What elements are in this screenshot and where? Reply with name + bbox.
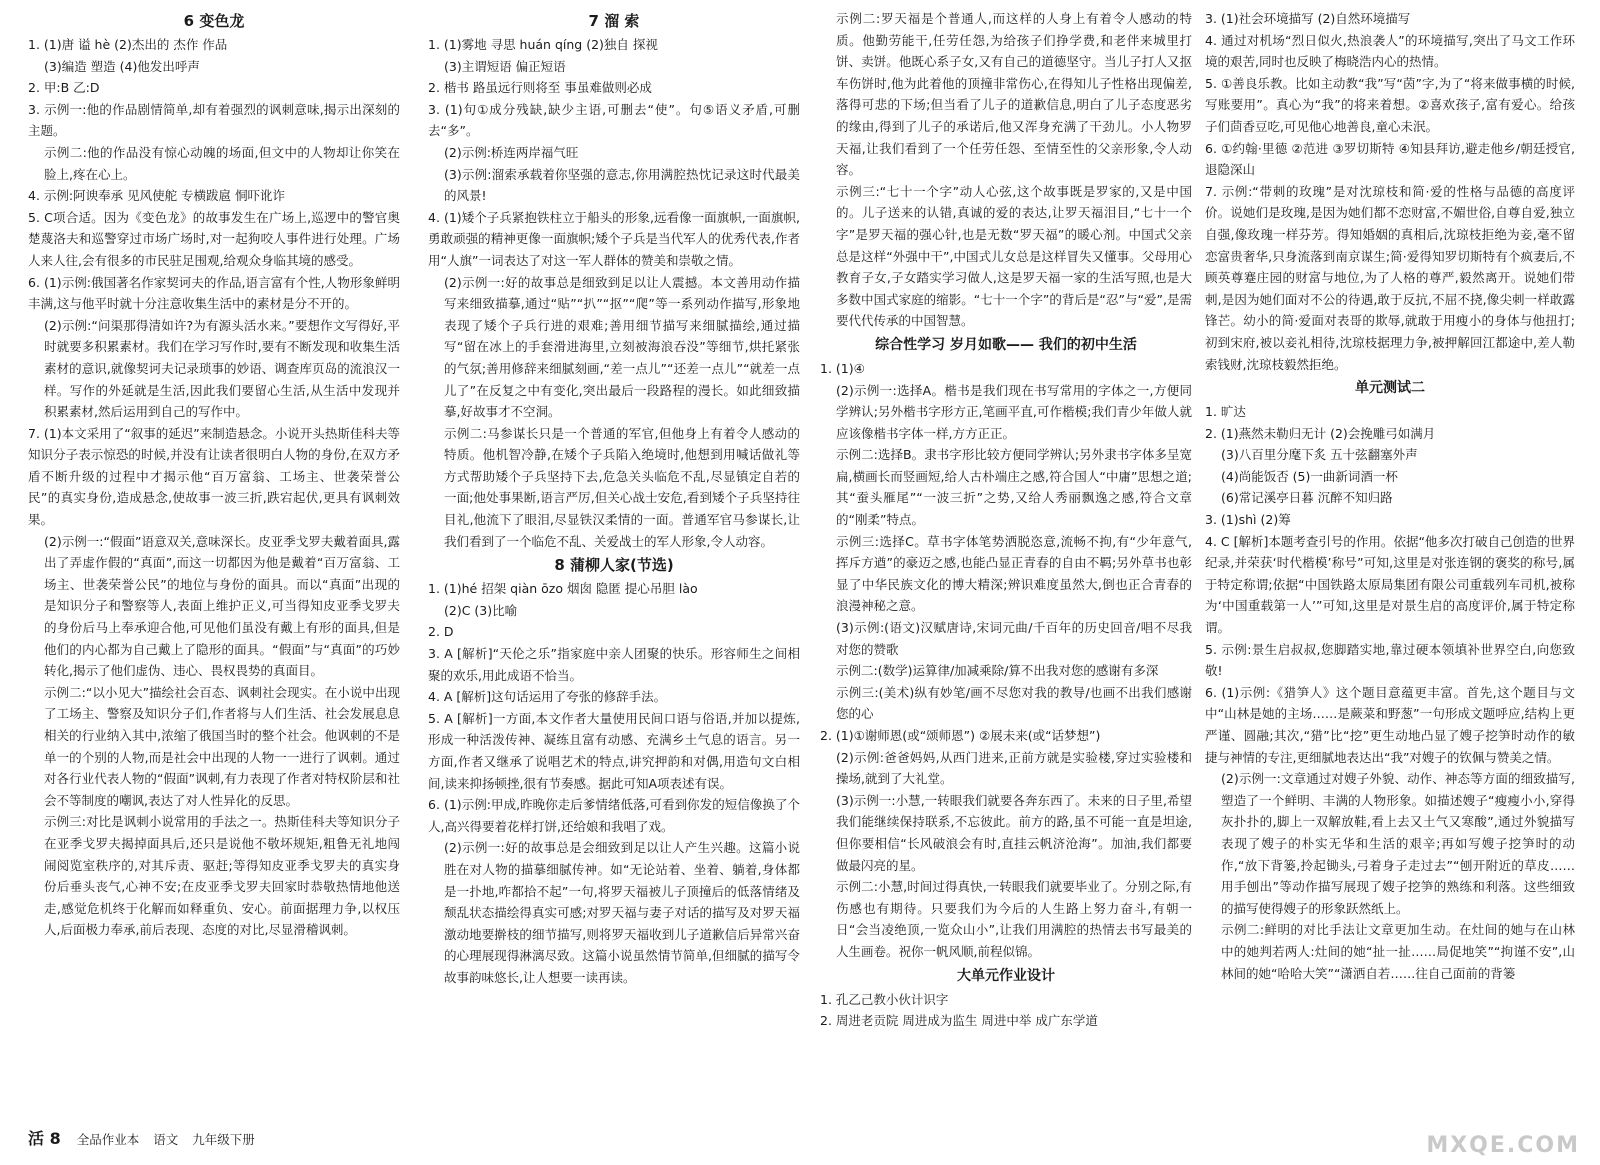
answer-line: (3)主谓短语 偏正短语 bbox=[444, 58, 566, 74]
series-name: 全品作业本 bbox=[76, 1132, 140, 1148]
answer-line: 4. C [解析]本题考查引号的作用。依据“他多次打破自己创造的世界纪录,并荣获‘时代楷模’称号”可知,这里是对张连钢的褒奖的称号,属于特定称谓;依据“中国铁路太原局集团有限公司重载列车司机,被称为‘中国重载第一人’”可知,这里是对景生启的高度评价,属于特定称谓。 bbox=[1205, 533, 1575, 636]
section-title-puliu: 8 蒲柳人家(节选) bbox=[554, 556, 674, 575]
answer-line: 4. A [解析]这句话运用了夸张的修辞手法。 bbox=[428, 689, 667, 705]
column-3 bbox=[820, 8, 1192, 1032]
col3-body-2 bbox=[820, 358, 1192, 963]
page-footer bbox=[28, 1128, 265, 1151]
answer-line: (6)常记溪亭日暮 沉醉不知归路 bbox=[1221, 490, 1393, 506]
answer-line: 3. 示例一:他的作品剧情简单,却有着强烈的讽刺意味,揭示出深刻的主题。 bbox=[28, 101, 400, 139]
column-1 bbox=[28, 8, 400, 941]
answer-line: (2)示例:爸爸妈妈,从西门进来,正前方就是实验楼,穿过实验楼和操场,就到了大礼堂。 bbox=[836, 749, 1192, 787]
answer-line: 6. (1)示例:《猎笋人》这个题目意蕴更丰富。首先,这个题目与文中“山林是她的主场……是蕨菜和野葱”一句形成文题呼应,结构上更严谨、圆融;其次,“猎”比“挖”更生动地凸显了嫂子挖笋时动作的敏捷与神情的专注,更细腻地表达出“我”对嫂子的钦佩与赞美之情。 bbox=[1205, 684, 1575, 765]
col1-body bbox=[28, 34, 400, 941]
answer-line: (2)示例一:好的故事总是会细致到足以让人产生兴趣。这篇小说胜在对人物的描摹细腻传神。如“无论站着、坐着、躺着,身体都是一扑地,咋都拾不起”一句,将罗天福被儿子顶撞后的低落情绪及颓乱状态描绘得真实可感;对罗天福与妻子对话的描写及对罗天福激动地要擀枝的细节描写,则将罗天福收到儿子道歉信后异常兴奋的心理展现得淋漓尽致。这篇小说虽然情节简单,但细腻的描写令故事韵味悠长,让人想要一读再读。 bbox=[444, 840, 800, 985]
answer-line: (2)示例:桥连两岸福气旺 bbox=[444, 144, 579, 160]
answer-line: 1. 孔乙己教小伙计识字 bbox=[820, 991, 949, 1007]
answer-line: 5. ①善良乐教。比如主动教“我”写“茵”字,为了“将来做事横的时候,写账要用”。真心为“我”的将来着想。②喜欢孩子,富有爱心。给孩子们茴香豆吃,可见他心地善良,童心未泯。 bbox=[1205, 75, 1575, 134]
grade-name: 九年级下册 bbox=[192, 1132, 255, 1148]
answer-line: 6. ①约翰·里德 ②范进 ③罗切斯特 ④知县拜访,避走他乡/朝廷授官,退隐深山 bbox=[1205, 140, 1575, 178]
answer-line: 2. 楷书 路虽远行则将至 事虽难做则必成 bbox=[428, 80, 652, 96]
answer-line: 示例二:他的作品没有惊心动魄的场面,但文中的人物却让你笑在脸上,疼在心上。 bbox=[44, 144, 400, 182]
answer-line: 3. A [解析]“天伦之乐”指家庭中亲人团聚的快乐。形容师生之间相聚的欢乐,用此成语不恰当。 bbox=[428, 646, 800, 683]
answer-line: 示例二:小慧,时间过得真快,一转眼我们就要毕业了。分别之际,有伤感也有期待。只要我们为今后的人生路上努力奋斗,有朝一日“会当凌绝顶,一览众山小”,让我们用满腔的热情去书写最美的人生画卷。祝你一帆风顺,前程似锦。 bbox=[836, 879, 1192, 959]
watermark-logo: MXQE.COM bbox=[1426, 1133, 1580, 1159]
section-title-chameleon: 6 变色龙 bbox=[183, 12, 245, 30]
page-number: 活 8 bbox=[28, 1129, 61, 1149]
answer-line: (2)示例一:文章通过对嫂子外貌、动作、神态等方面的细致描写,塑造了一个鲜明、丰满的人物形象。如描述嫂子“瘦瘦小小,穿得灰扑扑的,脚上一双解放鞋,看上去又土气又寒酸”,通过外貌描写表现了嫂子的朴实无华和生活的艰辛;再如写嫂子挖笋时的动作,“放下背篓,拎起锄头,弓着身子走过去”“刨开附近的草皮……用手刨出”等动作描写展现了嫂子挖笋的熟练和利落。这些细致的描写使得嫂子的形象跃然纸上。 bbox=[1221, 771, 1575, 916]
answer-line: (2)示例一:好的故事总是细致到足以让人震撼。本文善用动作描写来细致描摹,通过“贴”“扒”“抠”“爬”等一系列动作描写,形象地表现了矮个子兵行进的艰难;善用细节描写来细腻描绘,通过描写“留在冰上的手套滑进海里,立刻被海浪吞没”等细节,烘托紧张的气氛;善用修辞来细腻刻画,“差一点儿”“还差一点儿”“就差一点儿了”在反复之中有变化,突出最后一段路程的漫长。如此细致描摹,好故事才不空洞。 bbox=[444, 274, 800, 420]
answer-line: 7. 示例:“带刺的玫瑰”是对沈琼枝和简·爱的性格与品德的高度评价。说她们是玫瑰,是因为她们都不恋财富,不媚世俗,自尊自爱,独立自强,像玫瑰一样芬芳。得知婚姻的真相后,沈琼枝拒绝为妾,毫不留恋富贵奢华,只身流落到南京谋生;简·爱得知罗切斯特有个疯妻后,不顾英尊蹇庄园的财富与地位,为了人格的尊严,毅然离开。说她们带刺,是因为她们面对不公的待遇,敢于反抗,不屈不挠,像尖刺一样敢露锋芒。幼小的简·爱面对表哥的欺辱,就敢于用瘦小的身体与他扭打;初到宋府,被以妾礼相待,沈琼枝据理力争,被押解回江都途中,差人勒索钱财,沈琼枝毅然拒绝。 bbox=[1205, 183, 1575, 372]
answer-line: 1. (1)hé 招架 qiàn ōzo 烟囱 隐匿 提心吊胆 lào bbox=[428, 581, 698, 597]
answer-line: (2)示例:“问渠那得清如许?为有源头活水来。”要想作文写得好,平时就要多积累素材。我们在学习写作时,要有不断发现和收集生活素材的意识,就像契诃夫记录琐事的妙语、调查库页岛的流浪汉一样。写作的外延就是生活,因此我们要留心生活,从生活中发现并积累素材,然后运用到自己的写作中。 bbox=[44, 317, 400, 420]
answer-line: 示例二:马参谋长只是一个普通的军官,但他身上有着令人感动的特质。他机智冷静,在矮个子兵陷入绝境时,他想到用喊话做礼等方式帮助矮个子兵坚持下去,危急关头临危不乱,尽显镇定自若的一面;他处事果断,语言严厉,但关心战士安危,看到矮个子兵坚持往目礼,他流下了眼泪,尽显铁汉柔情的一面。普通军官马参谋长,让我们看到了一个临危不乱、关爱战士的军人形象,令人动容。 bbox=[444, 425, 800, 549]
answer-line: (3)八百里分麾下炙 五十弦翻塞外声 bbox=[1221, 447, 1418, 463]
answer-line: 1. (1)唐 谥 hè (2)杰出的 杰作 作品 bbox=[28, 37, 228, 52]
answer-line: (2)示例一:选择A。楷书是我们现在书写常用的字体之一,方便同学辨认;另外楷书字形方正,笔画平直,可作楷模;我们青少年做人就应该像楷书字体一样,方方正正。 bbox=[836, 382, 1192, 441]
subject-name: 语文 bbox=[153, 1132, 179, 1148]
col2-body-2 bbox=[428, 578, 800, 988]
answer-line: 4. 通过对机场“烈日似火,热浪袭人”的环境描写,突出了马文工作环境的艰苦,同时也反映了梅晓浩内心的热情。 bbox=[1205, 32, 1575, 70]
answer-line: 2. D bbox=[428, 624, 454, 640]
answer-line: 5. 示例:景生启叔叔,您脚踏实地,靠过硬本领填补世界空白,向您致敬! bbox=[1205, 641, 1575, 679]
answer-line: 7. (1)本文采用了“叙事的延迟”来制造悬念。小说开头热斯佳科夫等知识分子表示惊恐的时候,并没有让读者很明白人物的身份,在双方矛盾不断升级的过程中才揭示他“百万富翁、工场主、世袭荣誉公民”的真实身份,造成悬念,使故事一波三折,跌宕起伏,更具有讽刺效果。 bbox=[28, 425, 400, 528]
answer-line: 2. (1)燕然未勒归无计 (2)会挽雕弓如满月 bbox=[1205, 425, 1436, 441]
answer-line: 6. (1)示例:俄国著名作家契诃夫的作品,语言富有个性,人物形象鲜明丰满,这与他平时就十分注意收集生活中的素材是分不开的。 bbox=[28, 274, 400, 312]
answer-line: 1. (1)雾地 寻思 huán qíng (2)独自 探视 bbox=[428, 37, 658, 52]
answer-line: (3)编造 塑造 (4)他发出呼声 bbox=[44, 58, 200, 74]
section-title-unit-homework: 大单元作业设计 bbox=[957, 967, 1055, 984]
answer-line: 2. 甲:B 乙:D bbox=[28, 80, 100, 96]
answer-line: 示例三:对比是讽刺小说常用的手法之一。热斯佳科夫等知识分子在亚季戈罗夫揭掉面具后,还只是说他不敬坏规矩,粗鲁无礼地闯闹阅览室秩序的,对其斥责、驱赶;等得知皮亚季戈罗夫的真实身份后垂头丧气,心神不安;在皮亚季戈罗夫回家时恭敬热情地他送走,感觉危机终于化解而如释重负、安心。前面据理力争,以权压人,后面极力奉承,前后表现、态度的对比,尽显滑稽讽刺。 bbox=[44, 814, 400, 938]
answer-line: 5. C项合适。因为《变色龙》的故事发生在广场上,巡逻中的警官奥楚蔑洛夫和巡警穿过市场广场时,对一起狗咬人事件进行处理。广场人来人往,会有很多的市民驻足围观,给观众身临其境的感受。 bbox=[28, 209, 400, 268]
answer-line: 示例二:(数学)运算律/加减乘除/算不出我对您的感谢有多深 bbox=[836, 663, 1159, 679]
answer-line: 4. 示例:阿谀奉承 见风使舵 专横跋扈 恫吓讹诈 bbox=[28, 188, 286, 204]
answer-line: 2. 周进老贡院 周进成为监生 周进中举 成广东学道 bbox=[820, 1013, 1098, 1029]
section-title-liusuo: 7 溜 索 bbox=[588, 12, 640, 30]
answer-line: (2)示例一:“假面”语意双关,意味深长。皮亚季戈罗夫戴着面具,露出了弄虚作假的“真面”,而这一切都因为他是戴着“百万富翁、工场主、世袭荣誉公民”的地位与身份的面具。而以“真面”出现的是知识分子和警察等人,表面上维护正义,可当得知皮亚季戈罗夫的身份后马上奉承迎合他,可见他们虽没有戴上有形的面具,但是他们的内心都为自己戴上了隐形的面具。“假面”与“真面”的巧妙转化,揭示了他们虚伪、违心、畏权畏势的真面目。 bbox=[44, 533, 400, 679]
answer-line: (4)尚能饭否 (5)一曲新词酒一杯 bbox=[1221, 468, 1398, 484]
col3-body bbox=[820, 8, 1192, 332]
col2-body bbox=[428, 34, 800, 552]
answer-line: (3)示例一:小慧,一转眼我们就要各奔东西了。未来的日子里,希望我们能继续保持联系,不忘彼此。前方的路,虽不可能一直是坦途,但你要相信“长风破浪会有时,直挂云帆济沧海”。加油,我们都要做最闪亮的星。 bbox=[836, 792, 1192, 873]
section-title-comprehensive: 综合性学习 岁月如歌—— 我们的初中生活 bbox=[875, 336, 1137, 353]
answer-line: 示例三:(美术)纵有妙笔/画不尽您对我的教导/也画不出我们感谢您的心 bbox=[836, 684, 1192, 722]
answer-line: 6. (1)示例:甲成,昨晚你走后爹情绪低落,可看到你发的短信像换了个人,高兴得要着花样打饼,还给娘和我唱了戏。 bbox=[428, 797, 800, 834]
answer-line: 示例二:鲜明的对比手法让文章更加生动。在灶间的她与在山林中的她判若两人:灶间的她“扯一扯……局促地笑”“拘谨不安”,山林间的她“哈哈大笑”“潇洒自若……往自己面前的背篓 bbox=[1221, 922, 1575, 981]
col4-body bbox=[1205, 8, 1575, 375]
answer-line: 示例三:“七十一个字”动人心弦,这个故事既是罗家的,又是中国的。儿子送来的认错,真诚的爱的表达,让罗天福泪目,“七十一个字”是罗天福的强心针,也是无数“罗天福”的暖心剂。中国式父亲总是这样“外强中干”,中国式儿女总是这样冒失又懂事。父母用心教育子女,子女踏实学习做人,这是罗天福一家的生活写照,也是大多数中国式家庭的缩影。“七十一个字”的背后是“忍”与“爱”,是需要代代传承的中国智慧。 bbox=[836, 183, 1192, 329]
answer-line: 示例二:“以小见大”描绘社会百态、讽刺社会现实。在小说中出现了工场主、警察及知识分子们,作者将与人们生活、社会发展息息相关的行业纳入其中,浓缩了俄国当时的整个社会。他讽刺的不是单一的个别的人物,而是社会中出现的人物一一进行了讽刺。通过对各行业代表人物的“假面”讽刺,有力表现了作者对特权阶层和社会不等制度的嘲讽,表达了对人性异化的反思。 bbox=[44, 684, 400, 808]
answer-line: 1. (1)④ bbox=[820, 360, 865, 376]
answer-line: 示例三:选择C。草书字体笔势洒脱恣意,流畅不拘,有“少年意气,挥斥方遒”的豪迈之感,也能凸显正青春的自由不羁;另外草书也彰显了中华民族文化的博大精深;辨识难度虽然大,倒也正合青春的浪漫神秘之意。 bbox=[836, 533, 1192, 614]
answer-line: 3. (1)句①成分残缺,缺少主语,可删去“使”。句⑤语义矛盾,可删去“多”。 bbox=[428, 101, 800, 139]
answer-line: 2. (1)①谢师恩(或“颂师恩”) ②展未来(或“话梦想”) bbox=[820, 728, 1101, 743]
answer-line: (3)示例:(语文)汉赋唐诗,宋词元曲/千百年的历史回音/唱不尽我对您的赞歌 bbox=[836, 620, 1192, 657]
column-2 bbox=[428, 8, 800, 989]
column-4 bbox=[1205, 8, 1575, 984]
answer-line: 3. (1)社会环境描写 (2)自然环境描写 bbox=[1205, 11, 1411, 26]
answer-line: (3)示例:溜索承载着你坚强的意志,你用满腔热忱记录这时代最美的风景! bbox=[444, 166, 800, 204]
col4-body-2 bbox=[1205, 401, 1575, 984]
answer-line: 示例二:罗天福是个普通人,而这样的人身上有着令人感动的特质。他勤劳能干,任劳任怨,为给孩子们挣学费,和老伴来城里打饼、卖饼。他既心系子女,又有自己的道德坚守。当儿子打人又抠车伤饼时,他为此着他的顶撞非常伤心,在得知儿子性格出现偏差,落得可悲的下场;但当看了儿子的道歉信息,明白了儿子态度恶劣的缘由,得到了儿子的承诺后,他又浑身充满了干劲儿。小人物罗天福,让我们看到了一个任劳任怨、至情至性的父亲形象,令人动容。 bbox=[836, 11, 1192, 178]
answer-line: 3. (1)shì (2)筹 bbox=[1205, 512, 1291, 528]
answer-line: 5. A [解析]一方面,本文作者大量使用民间口语与俗语,并加以提炼,形成一种活泼传神、凝练且富有动感、充满乡土气息的语言。另一方面,作者又继承了说唱艺术的特点,讲究押韵和对偶,用造句文白相间,读来抑扬顿挫,很有节奏感。据此可知A项表述有误。 bbox=[428, 710, 800, 791]
answer-line: (2)C (3)比喻 bbox=[444, 602, 518, 618]
answer-line: 示例二:选择B。隶书字形比较方便同学辨认;另外隶书字体多呈宽扁,横画长而竖画短,给人古朴端庄之感,符合国人“中庸”思想之道;其“蚕头雁尾”“一波三折”之势,又给人秀丽飘逸之感,符合文章的“刚柔”特点。 bbox=[836, 447, 1192, 528]
answer-line: 1. 旷达 bbox=[1205, 404, 1246, 420]
answer-line: 4. (1)矮个子兵紧抱铁柱立于船头的形象,远看像一面旗帜,一面旗帜,勇敢顽强的精神更像一面旗帜;矮个子兵是当代军人的优秀代表,作者用“人旗”一词表达了对这一军人群体的赞美和崇敬之情。 bbox=[428, 209, 800, 268]
col3-body-3 bbox=[820, 989, 1192, 1032]
section-title-unit-test-2: 单元测试二 bbox=[1355, 380, 1425, 397]
